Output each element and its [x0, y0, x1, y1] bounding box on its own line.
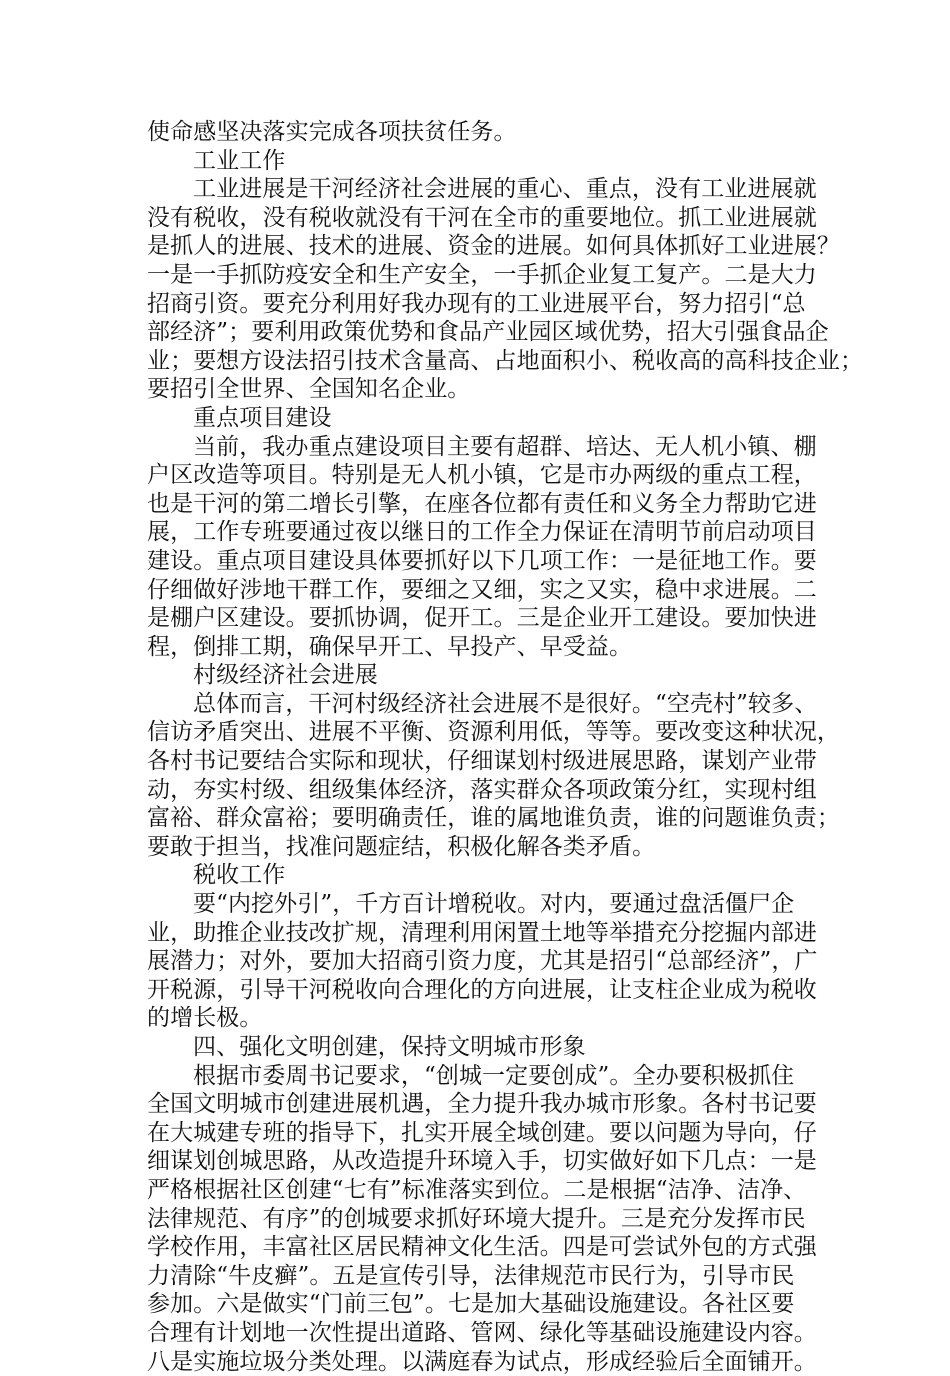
- text-line: 部经济”；要利用政策优势和食品产业园区域优势，招大引强食品企: [147, 319, 829, 346]
- text-line: 当前，我办重点建设项目主要有超群、培达、无人机小镇、棚: [193, 433, 817, 460]
- text-line: 要招引全世界、全国知名企业。: [147, 376, 471, 403]
- text-line: 程，倒排工期，确保早开工、早投产、早受益。: [147, 633, 633, 660]
- text-line: 使命感坚决落实完成各项扶贫任务。: [147, 119, 517, 145]
- text-line: 细谋划创城思路，从改造提升环境入手，切实做好如下几点：一是: [147, 1148, 817, 1175]
- text-line: 展潜力；对外，要加大招商引资力度，尤其是招引“总部经济”，广: [147, 948, 818, 975]
- text-line: 开税源，引导干河税收向合理化的方向进展，让支柱企业成为税收: [147, 976, 817, 1003]
- text-line: 仔细做好涉地干群工作，要细之又细，实之又实，稳中求进展。二: [147, 576, 817, 603]
- text-line: 严格根据社区创建“七有”标准落实到位。二是根据“洁净、洁净、: [147, 1176, 807, 1203]
- text-line: 四、强化文明创建，保持文明城市形象: [193, 1034, 586, 1060]
- text-line: 重点项目建设: [193, 404, 332, 431]
- text-line: 全国文明城市创建进展机遇，全力提升我办城市形象。各村书记要: [147, 1091, 817, 1118]
- text-line: 也是干河的第二增长引擎，在座各位都有责任和义务全力帮助它进: [147, 490, 817, 517]
- text-line: 合理有计划地一次性提出道路、管网、绿化等基础设施建设内容。: [147, 1319, 817, 1346]
- text-line: 动，夯实村级、组级集体经济，落实群众各项政策分红，实现村组: [147, 776, 817, 803]
- text-line: 富裕、群众富裕；要明确责任，谁的属地谁负责，谁的问题谁负责；: [147, 805, 840, 832]
- text-line: 业；要想方设法招引技术含量高、占地面积小、税收高的高科技企业；: [147, 347, 864, 374]
- text-line: 招商引资。要充分利用好我办现有的工业进展平台，努力招引“总: [147, 290, 806, 317]
- text-line: 工业进展是干河经济社会进展的重心、重点，没有工业进展就: [193, 176, 817, 203]
- text-line: 是棚户区建设。要抓协调，促开工。三是企业开工建设。要加快进: [147, 605, 817, 632]
- text-line: 在大城建专班的指导下，扎实开展全域创建。要以问题为导向，仔: [147, 1119, 817, 1146]
- text-line: 税收工作: [193, 862, 286, 889]
- document-page: [147, 118, 864, 1376]
- text-line: 展，工作专班要通过夜以继日的工作全力保证在清明节前启动项目: [147, 519, 817, 546]
- text-line: 总体而言，干河村级经济社会进展不是很好。“空壳村”较多、: [193, 690, 818, 717]
- text-line: 力清除“牛皮癣”。五是宣传引导，法律规范市民行为，引导市民: [147, 1262, 795, 1289]
- text-line: 是抓人的进展、技术的进展、资金的进展。如何具体抓好工业进展？: [147, 233, 840, 260]
- text-line: 户区改造等项目。特别是无人机小镇，它是市办两级的重点工程，: [147, 462, 817, 489]
- text-line: 村级经济社会进展: [193, 662, 378, 689]
- text-line: 参加。六是做实“门前三包”。七是加大基础设施建设。各社区要: [147, 1291, 795, 1318]
- text-line: 没有税收，没有税收就没有干河在全市的重要地位。抓工业进展就: [147, 204, 817, 231]
- text-line: 法律规范、有序”的创城要求抓好环境大提升。三是充分发挥市民: [147, 1205, 806, 1232]
- text-line: 八是实施垃圾分类处理。以满庭春为试点，形成经验后全面铺开。: [147, 1348, 817, 1375]
- text-line: 一是一手抓防疫安全和生产安全，一手抓企业复工复产。二是大力: [147, 261, 817, 288]
- text-line: 的增长极。: [147, 1005, 263, 1032]
- text-line: 建设。重点项目建设具体要抓好以下几项工作：一是征地工作。要: [147, 547, 817, 574]
- text-line: 要“内挖外引”，千方百计增税收。对内，要通过盘活僵尸企: [193, 891, 795, 918]
- text-line: 工业工作: [193, 147, 286, 174]
- text-line: 信访矛盾突出、进展不平衡、资源利用低，等等。要改变这种状况，: [147, 719, 840, 746]
- text-line: 各村书记要结合实际和现状，仔细谋划村级进展思路，谋划产业带: [147, 748, 817, 775]
- text-line: 业，助推企业技改扩规，清理利用闲置土地等举措充分挖掘内部进: [147, 919, 817, 946]
- text-line: 根据市委周书记要求，“创城一定要创成”。全办要积极抓住: [193, 1062, 795, 1089]
- text-line: 学校作用，丰富社区居民精神文化生活。四是可尝试外包的方式强: [147, 1234, 817, 1261]
- text-line: 要敢于担当，找准问题症结，积极化解各类矛盾。: [147, 833, 656, 860]
